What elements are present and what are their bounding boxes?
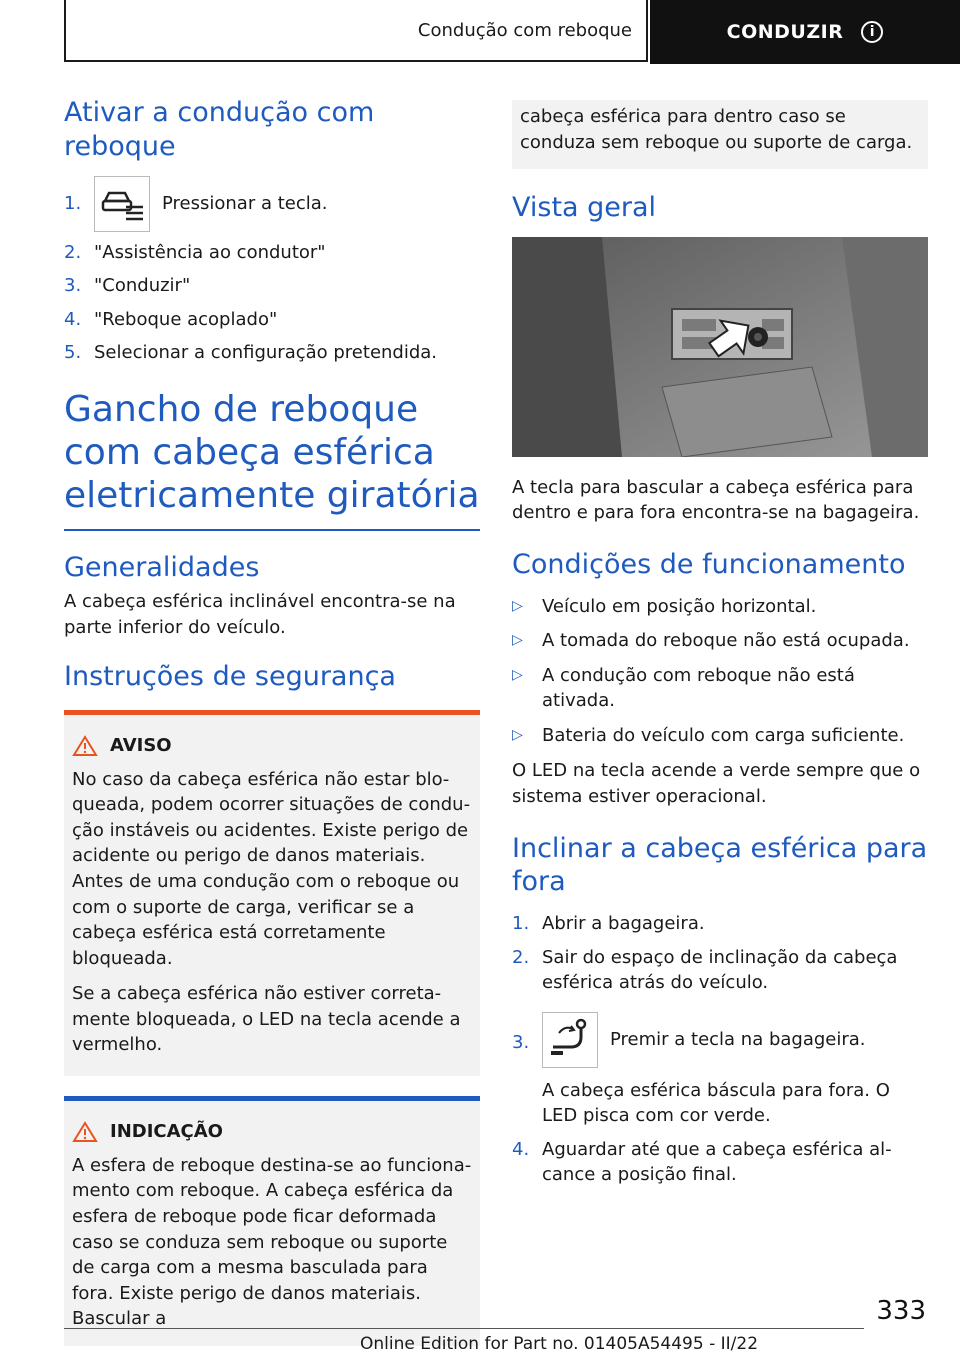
note-heading [72,1121,472,1143]
warning-triangle-icon [72,735,98,757]
footer-edition: Online Edition for Part no. 01405A54495 - II/22 [360,1334,759,1354]
note-title: INDICAÇÃO [110,1121,223,1143]
step-line [542,1012,928,1068]
page-header [64,0,960,64]
bullet-triangle-icon: ▷ [512,597,523,614]
step-text: Abrir a bagageira. [542,913,705,935]
step-number: 1. [512,913,530,935]
list-item [512,663,928,714]
condition-text: Veículo em posição horizontal. [542,595,817,617]
list-item [512,911,928,937]
general-text: A cabeça esférica inclinável encontra-se na parte inferior do veículo. [64,591,456,638]
step-body [542,1012,928,1129]
condition-text: Bateria do veículo com carga suficiente. [542,724,905,746]
list-item [512,1137,928,1188]
left-column [64,96,480,1346]
conditions-list [512,594,928,749]
bullet-triangle-icon: ▷ [512,726,523,743]
step-text: "Conduzir" [94,275,191,297]
step-text: Pressionar a tecla. [162,192,328,214]
step-number: 3. [512,1031,530,1053]
step-number: 3. [64,275,82,297]
warning-triangle-icon [72,1121,98,1143]
step-number: 1. [64,192,82,214]
activate-title: Ativar a condução com reboque [64,97,375,162]
warning-box [64,710,480,1076]
list-item [64,273,480,299]
overview-title: Vista geral [512,192,657,224]
step-text: "Reboque acoplado" [94,308,278,330]
step-text: Selecionar a configuração pretendida. [94,342,438,364]
activate-steps [64,176,480,366]
section-title: Condução com reboque [64,0,648,62]
footer-divider [64,1328,864,1329]
step-number: 2. [64,241,82,263]
page-number: 333 [876,1296,926,1326]
list-item [512,945,928,996]
step-text: Premir a tecla na bagageira. [610,1028,866,1050]
chapter-tab[interactable] [650,0,960,64]
tow-hitch-button-icon [542,1012,598,1068]
note-continued-text: cabeça esférica para dentro caso se conduza sem reboque ou suporte de carga. [520,106,913,153]
tilt-steps [512,911,928,1188]
bullet-triangle-icon: ▷ [512,632,523,649]
list-item [512,1012,928,1129]
list-item [64,176,480,232]
condition-text: A condução com reboque não está ativada. [542,664,855,712]
trunk-photo [512,237,928,457]
warning-text-2: Se a cabeça esférica não estiver corretamente bloqueada, o LED na tecla acende a vermelho. [72,983,461,1056]
step-number: 4. [64,308,82,330]
bullet-triangle-icon: ▷ [512,666,523,683]
tilt-title: Inclinar a cabeça esférica para fora [512,832,928,898]
warning-text-1: No caso da cabeça esférica não estar bloqueada, podem ocorrer situações de condução instáveis ou acidentes. Existe perigo de acidente ou perigo de danos materiais. Antes de uma condução com o reboque ou com o suporte de carga, verificar se a cabeça esférica está corretamente bloqueada. [72,768,471,969]
led-text: O LED na tecla acende a verde sempre que o sistema estiver operacional. [512,760,921,807]
list-item [64,340,480,366]
right-column [512,100,928,1198]
note-text: A esfera de reboque destina-se ao funcionamento com reboque. A cabeça esférica da esfera de reboque pode ficar deformada caso se conduza sem reboque ou suporte de carga com a mesma basculada para fora. Existe perigo de danos materiais. Bascular a [72,1154,472,1330]
overview-text: A tecla para bascular a cabeça esférica para dentro e para fora encontra-se na bagageira. [512,476,920,524]
list-item [64,240,480,266]
step-text: Sair do espaço de inclinação da cabeça esférica atrás do veículo. [542,946,898,994]
note-box [64,1096,480,1346]
condition-text: A tomada do reboque não está ocupada. [542,630,910,652]
step-number: 4. [512,1138,530,1160]
list-item [64,307,480,333]
note-box-continued [512,100,928,169]
step-result-text: A cabeça esférica báscula para fora. O LED pisca com cor verde. [542,1079,890,1127]
step-text: "Assistência ao condutor" [94,241,326,263]
main-title: Gancho de reboque com cabeça esférica eletricamente giratória [64,388,480,532]
warning-heading [72,735,472,757]
conditions-title: Condições de funcionamento [512,548,906,580]
info-icon[interactable]: i [861,21,883,43]
step-text: Aguardar até que a cabeça esférica alcance a posição final. [542,1138,892,1186]
safety-title: Instruções de segurança [64,661,396,693]
warning-title: AVISO [110,735,172,757]
list-item [512,628,928,654]
general-title: Generalidades [64,552,260,584]
chapter-title: CONDUZIR [726,21,844,43]
step-number: 5. [64,342,82,364]
step-number: 2. [512,946,530,968]
driver-assist-button-icon [94,176,150,232]
list-item [512,723,928,749]
list-item [512,594,928,620]
